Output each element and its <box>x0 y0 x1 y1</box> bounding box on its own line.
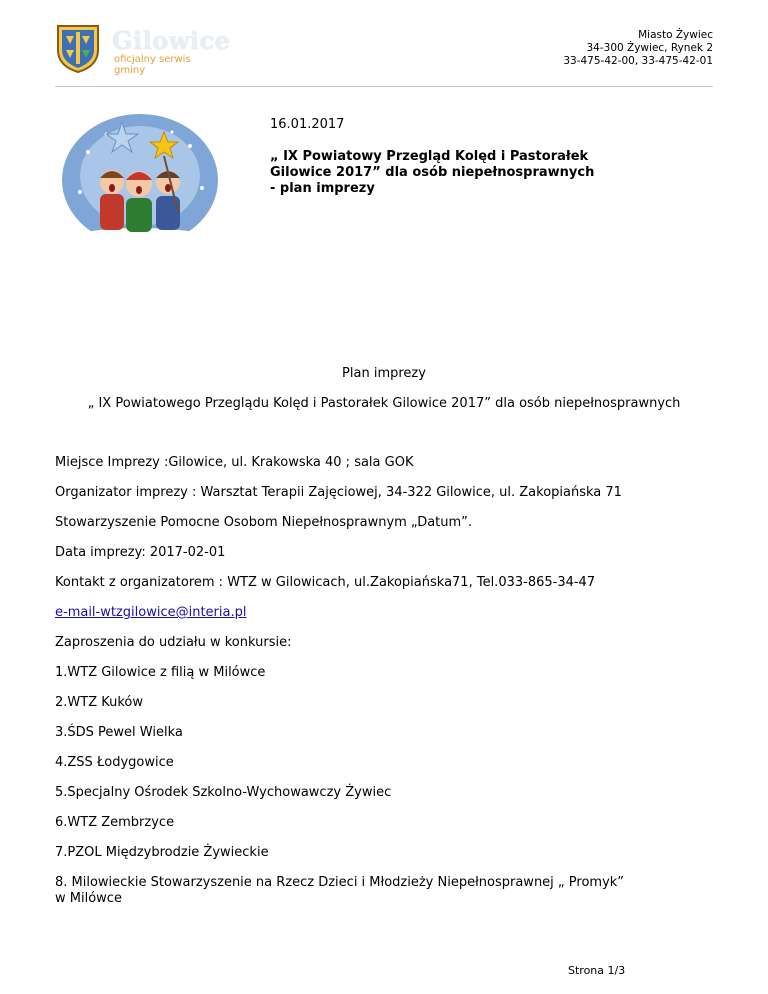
address-line: 33-475-42-00, 33-475-42-01 <box>563 55 713 67</box>
invitee-item: 2.WTZ Kuków <box>55 695 144 710</box>
address-line: Miasto Żywiec <box>638 29 713 41</box>
logo-tagline: oficjalny serwis gminy <box>114 54 191 76</box>
invitee-item: 1.WTZ Gilowice z filią w Milówce <box>55 665 266 680</box>
email-link[interactable]: e-mail-wtzgilowice@interia.pl <box>55 605 247 620</box>
article-date: 16.01.2017 <box>270 117 345 132</box>
invitee-item: 8. Milowieckie Stowarzyszenie na Rzecz Dzieci i Młodzieży Niepełnosprawnej „ Promyk” <box>55 875 625 890</box>
invitee-item: 5.Specjalny Ośrodek Szkolno-Wychowawczy Żywiec <box>55 785 392 800</box>
event-date: Data imprezy: 2017-02-01 <box>55 545 226 560</box>
invitee-item: 7.PZOL Międzybrodzie Żywieckie <box>55 845 269 860</box>
address-line: 34-300 Żywiec, Rynek 2 <box>586 42 713 54</box>
plan-subheading: „ IX Powiatowego Przeglądu Kolęd i Pastorałek Gilowice 2017” dla osób niepełnosprawnych <box>87 396 681 411</box>
site-logo[interactable] <box>52 22 231 76</box>
invitations-heading: Zaproszenia do udziału w konkursie: <box>55 635 292 650</box>
article-header <box>270 117 710 197</box>
article-title: „ IX Powiatowy Przegląd Kolęd i Pastorałek Gilowice 2017” dla osób niepełnosprawnych - plan imprezy <box>270 149 595 196</box>
contact-address <box>563 29 713 68</box>
invitee-item: 3.ŚDS Pewel Wielka <box>55 725 183 740</box>
invitee-item: 6.WTZ Zembrzyce <box>55 815 175 830</box>
plan-heading: Plan imprezy <box>342 366 426 381</box>
invitee-item: 4.ZSS Łodygowice <box>55 755 174 770</box>
event-contact: Kontakt z organizatorem : WTZ w Gilowicach, ul.Zakopiańska71, Tel.033-865-34-47 <box>55 575 596 590</box>
page-number: Strona 1/3 <box>568 964 626 977</box>
invitee-item-continued: w Milówce <box>55 891 122 906</box>
event-association: Stowarzyszenie Pomocne Osobom Niepełnosprawnym „Datum”. <box>55 515 473 530</box>
logo-name: Gilowice <box>112 26 231 55</box>
event-organizer: Organizator imprezy : Warsztat Terapii Zajęciowej, 34-322 Gilowice, ul. Zakopiańska 71 <box>55 485 622 500</box>
carol-singers-illustration <box>60 112 220 252</box>
header-divider <box>55 86 713 87</box>
coat-of-arms-icon <box>52 22 104 74</box>
event-location: Miejsce Imprezy :Gilowice, ul. Krakowska 40 ; sala GOK <box>55 455 414 470</box>
page-header <box>0 0 768 90</box>
